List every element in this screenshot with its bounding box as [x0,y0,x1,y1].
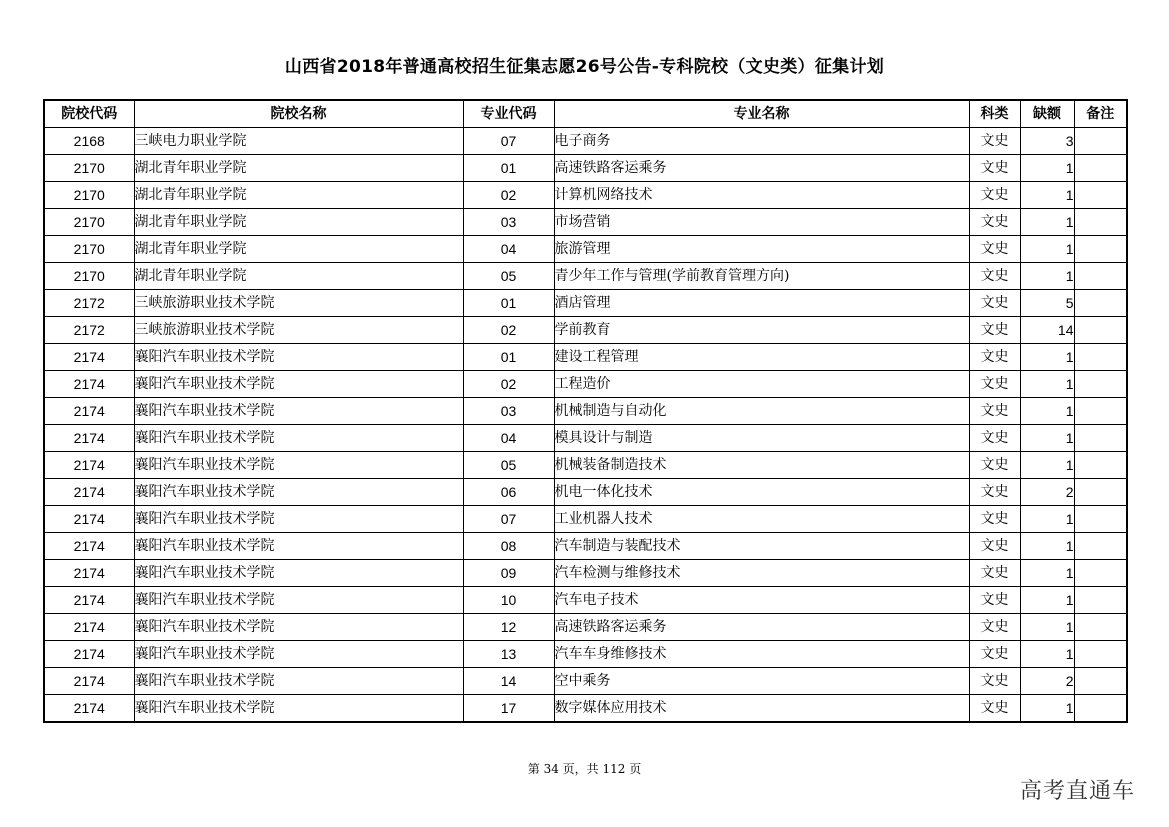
cell-major-name: 汽车车身维修技术 [554,641,969,668]
cell-major-code: 02 [463,371,554,398]
cell-vacancy: 3 [1020,128,1074,155]
cell-vacancy: 2 [1020,668,1074,695]
table-row [44,506,1127,533]
cell-major-code: 13 [463,641,554,668]
header-major-name: 专业名称 [554,100,969,128]
cell-school-code: 2170 [44,182,134,209]
cell-vacancy: 1 [1020,425,1074,452]
table-row [44,155,1127,182]
cell-school-name: 襄阳汽车职业技术学院 [134,560,463,587]
cell-school-code: 2174 [44,668,134,695]
cell-school-code: 2174 [44,587,134,614]
table-row [44,533,1127,560]
cell-major-code: 03 [463,209,554,236]
cell-major-code: 05 [463,263,554,290]
table-row [44,479,1127,506]
cell-major-code: 08 [463,533,554,560]
cell-major-name: 学前教育 [554,317,969,344]
cell-category: 文史 [969,425,1020,452]
cell-category: 文史 [969,533,1020,560]
header-vacancy: 缺额 [1020,100,1074,128]
enrollment-plan-table [43,99,1128,723]
cell-school-code: 2174 [44,425,134,452]
cell-school-name: 襄阳汽车职业技术学院 [134,533,463,560]
cell-school-code: 2172 [44,317,134,344]
cell-vacancy: 1 [1020,587,1074,614]
cell-school-code: 2170 [44,155,134,182]
cell-remark [1074,587,1127,614]
table-body [44,128,1127,723]
cell-category: 文史 [969,236,1020,263]
cell-vacancy: 1 [1020,371,1074,398]
cell-category: 文史 [969,317,1020,344]
cell-school-name: 湖北青年职业学院 [134,263,463,290]
cell-remark [1074,425,1127,452]
cell-vacancy: 1 [1020,641,1074,668]
cell-major-name: 机械制造与自动化 [554,398,969,425]
cell-major-code: 01 [463,290,554,317]
cell-school-code: 2168 [44,128,134,155]
cell-school-name: 湖北青年职业学院 [134,155,463,182]
cell-school-code: 2174 [44,344,134,371]
cell-school-code: 2174 [44,452,134,479]
cell-vacancy: 1 [1020,506,1074,533]
header-category: 科类 [969,100,1020,128]
cell-vacancy: 5 [1020,290,1074,317]
watermark: 高考直通车 [1020,779,1136,804]
table-header-row [44,100,1127,128]
cell-major-code: 07 [463,506,554,533]
table-row [44,425,1127,452]
table-row [44,587,1127,614]
cell-major-code: 12 [463,614,554,641]
cell-school-name: 三峡电力职业学院 [134,128,463,155]
cell-major-code: 14 [463,668,554,695]
table-row [44,641,1127,668]
cell-remark [1074,506,1127,533]
cell-category: 文史 [969,668,1020,695]
cell-school-code: 2174 [44,695,134,723]
cell-major-name: 工业机器人技术 [554,506,969,533]
header-school-name: 院校名称 [134,100,463,128]
cell-school-name: 三峡旅游职业技术学院 [134,290,463,317]
table-row [44,560,1127,587]
cell-major-name: 模具设计与制造 [554,425,969,452]
cell-remark [1074,641,1127,668]
cell-major-name: 电子商务 [554,128,969,155]
cell-vacancy: 1 [1020,560,1074,587]
cell-major-code: 17 [463,695,554,723]
cell-major-name: 数字媒体应用技术 [554,695,969,723]
cell-vacancy: 1 [1020,452,1074,479]
cell-major-name: 汽车电子技术 [554,587,969,614]
cell-school-name: 襄阳汽车职业技术学院 [134,371,463,398]
cell-vacancy: 1 [1020,695,1074,723]
cell-school-code: 2170 [44,263,134,290]
cell-remark [1074,344,1127,371]
cell-school-name: 襄阳汽车职业技术学院 [134,452,463,479]
cell-remark [1074,317,1127,344]
cell-school-code: 2174 [44,398,134,425]
cell-school-name: 襄阳汽车职业技术学院 [134,587,463,614]
cell-vacancy: 2 [1020,479,1074,506]
cell-remark [1074,560,1127,587]
table-row [44,344,1127,371]
cell-major-code: 04 [463,236,554,263]
header-school-code: 院校代码 [44,100,134,128]
cell-school-name: 湖北青年职业学院 [134,236,463,263]
cell-school-code: 2170 [44,209,134,236]
table-row [44,695,1127,723]
cell-remark [1074,155,1127,182]
cell-school-code: 2170 [44,236,134,263]
cell-category: 文史 [969,290,1020,317]
cell-major-name: 高速铁路客运乘务 [554,614,969,641]
cell-remark [1074,128,1127,155]
cell-remark [1074,182,1127,209]
cell-major-name: 机械装备制造技术 [554,452,969,479]
table-row [44,668,1127,695]
cell-vacancy: 1 [1020,209,1074,236]
cell-category: 文史 [969,452,1020,479]
cell-category: 文史 [969,263,1020,290]
cell-major-code: 05 [463,452,554,479]
table-row [44,209,1127,236]
cell-major-code: 07 [463,128,554,155]
header-major-code: 专业代码 [463,100,554,128]
cell-school-code: 2172 [44,290,134,317]
cell-school-name: 襄阳汽车职业技术学院 [134,614,463,641]
cell-remark [1074,236,1127,263]
cell-school-name: 三峡旅游职业技术学院 [134,317,463,344]
cell-major-name: 青少年工作与管理(学前教育管理方向) [554,263,969,290]
cell-remark [1074,263,1127,290]
cell-category: 文史 [969,695,1020,723]
cell-school-name: 襄阳汽车职业技术学院 [134,425,463,452]
cell-remark [1074,695,1127,723]
cell-school-name: 襄阳汽车职业技术学院 [134,506,463,533]
cell-vacancy: 1 [1020,533,1074,560]
cell-category: 文史 [969,209,1020,236]
cell-category: 文史 [969,560,1020,587]
cell-major-name: 机电一体化技术 [554,479,969,506]
cell-remark [1074,614,1127,641]
page-footer: 第 34 页，共 112 页 [527,762,642,776]
cell-category: 文史 [969,587,1020,614]
cell-major-name: 酒店管理 [554,290,969,317]
cell-school-code: 2174 [44,560,134,587]
table-row [44,452,1127,479]
table-row [44,263,1127,290]
table-row [44,398,1127,425]
cell-major-name: 计算机网络技术 [554,182,969,209]
cell-remark [1074,398,1127,425]
cell-school-name: 湖北青年职业学院 [134,209,463,236]
cell-remark [1074,290,1127,317]
cell-school-name: 襄阳汽车职业技术学院 [134,641,463,668]
header-remark: 备注 [1074,100,1127,128]
cell-vacancy: 1 [1020,614,1074,641]
cell-vacancy: 1 [1020,155,1074,182]
cell-category: 文史 [969,641,1020,668]
cell-category: 文史 [969,128,1020,155]
cell-remark [1074,371,1127,398]
cell-school-name: 襄阳汽车职业技术学院 [134,695,463,723]
cell-school-name: 襄阳汽车职业技术学院 [134,668,463,695]
cell-major-code: 01 [463,155,554,182]
cell-major-code: 03 [463,398,554,425]
cell-remark [1074,668,1127,695]
cell-major-name: 建设工程管理 [554,344,969,371]
cell-category: 文史 [969,182,1020,209]
cell-major-code: 09 [463,560,554,587]
cell-remark [1074,452,1127,479]
cell-major-code: 01 [463,344,554,371]
cell-category: 文史 [969,344,1020,371]
cell-major-code: 10 [463,587,554,614]
cell-vacancy: 1 [1020,398,1074,425]
cell-major-code: 04 [463,425,554,452]
cell-vacancy: 1 [1020,344,1074,371]
table-row [44,236,1127,263]
cell-category: 文史 [969,506,1020,533]
cell-category: 文史 [969,371,1020,398]
cell-school-code: 2174 [44,479,134,506]
cell-school-code: 2174 [44,614,134,641]
cell-school-name: 襄阳汽车职业技术学院 [134,398,463,425]
cell-school-code: 2174 [44,371,134,398]
cell-school-code: 2174 [44,506,134,533]
cell-category: 文史 [969,614,1020,641]
cell-school-name: 襄阳汽车职业技术学院 [134,344,463,371]
cell-category: 文史 [969,398,1020,425]
table-row [44,128,1127,155]
cell-remark [1074,533,1127,560]
cell-major-name: 工程造价 [554,371,969,398]
cell-vacancy: 14 [1020,317,1074,344]
page-title: 山西省2018年普通高校招生征集志愿26号公告-专科院校（文史类）征集计划 [284,57,885,77]
cell-major-name: 汽车检测与维修技术 [554,560,969,587]
table-row [44,290,1127,317]
cell-major-name: 旅游管理 [554,236,969,263]
cell-major-code: 02 [463,182,554,209]
cell-school-code: 2174 [44,641,134,668]
cell-major-name: 空中乘务 [554,668,969,695]
cell-major-code: 02 [463,317,554,344]
cell-major-code: 06 [463,479,554,506]
table-row [44,317,1127,344]
cell-remark [1074,209,1127,236]
cell-school-code: 2174 [44,533,134,560]
cell-vacancy: 1 [1020,182,1074,209]
cell-category: 文史 [969,479,1020,506]
table-row [44,371,1127,398]
cell-school-name: 襄阳汽车职业技术学院 [134,479,463,506]
cell-category: 文史 [969,155,1020,182]
cell-major-name: 汽车制造与装配技术 [554,533,969,560]
cell-major-name: 市场营销 [554,209,969,236]
table-row [44,182,1127,209]
cell-remark [1074,479,1127,506]
cell-major-name: 高速铁路客运乘务 [554,155,969,182]
cell-vacancy: 1 [1020,263,1074,290]
table-row [44,614,1127,641]
cell-school-name: 湖北青年职业学院 [134,182,463,209]
cell-vacancy: 1 [1020,236,1074,263]
